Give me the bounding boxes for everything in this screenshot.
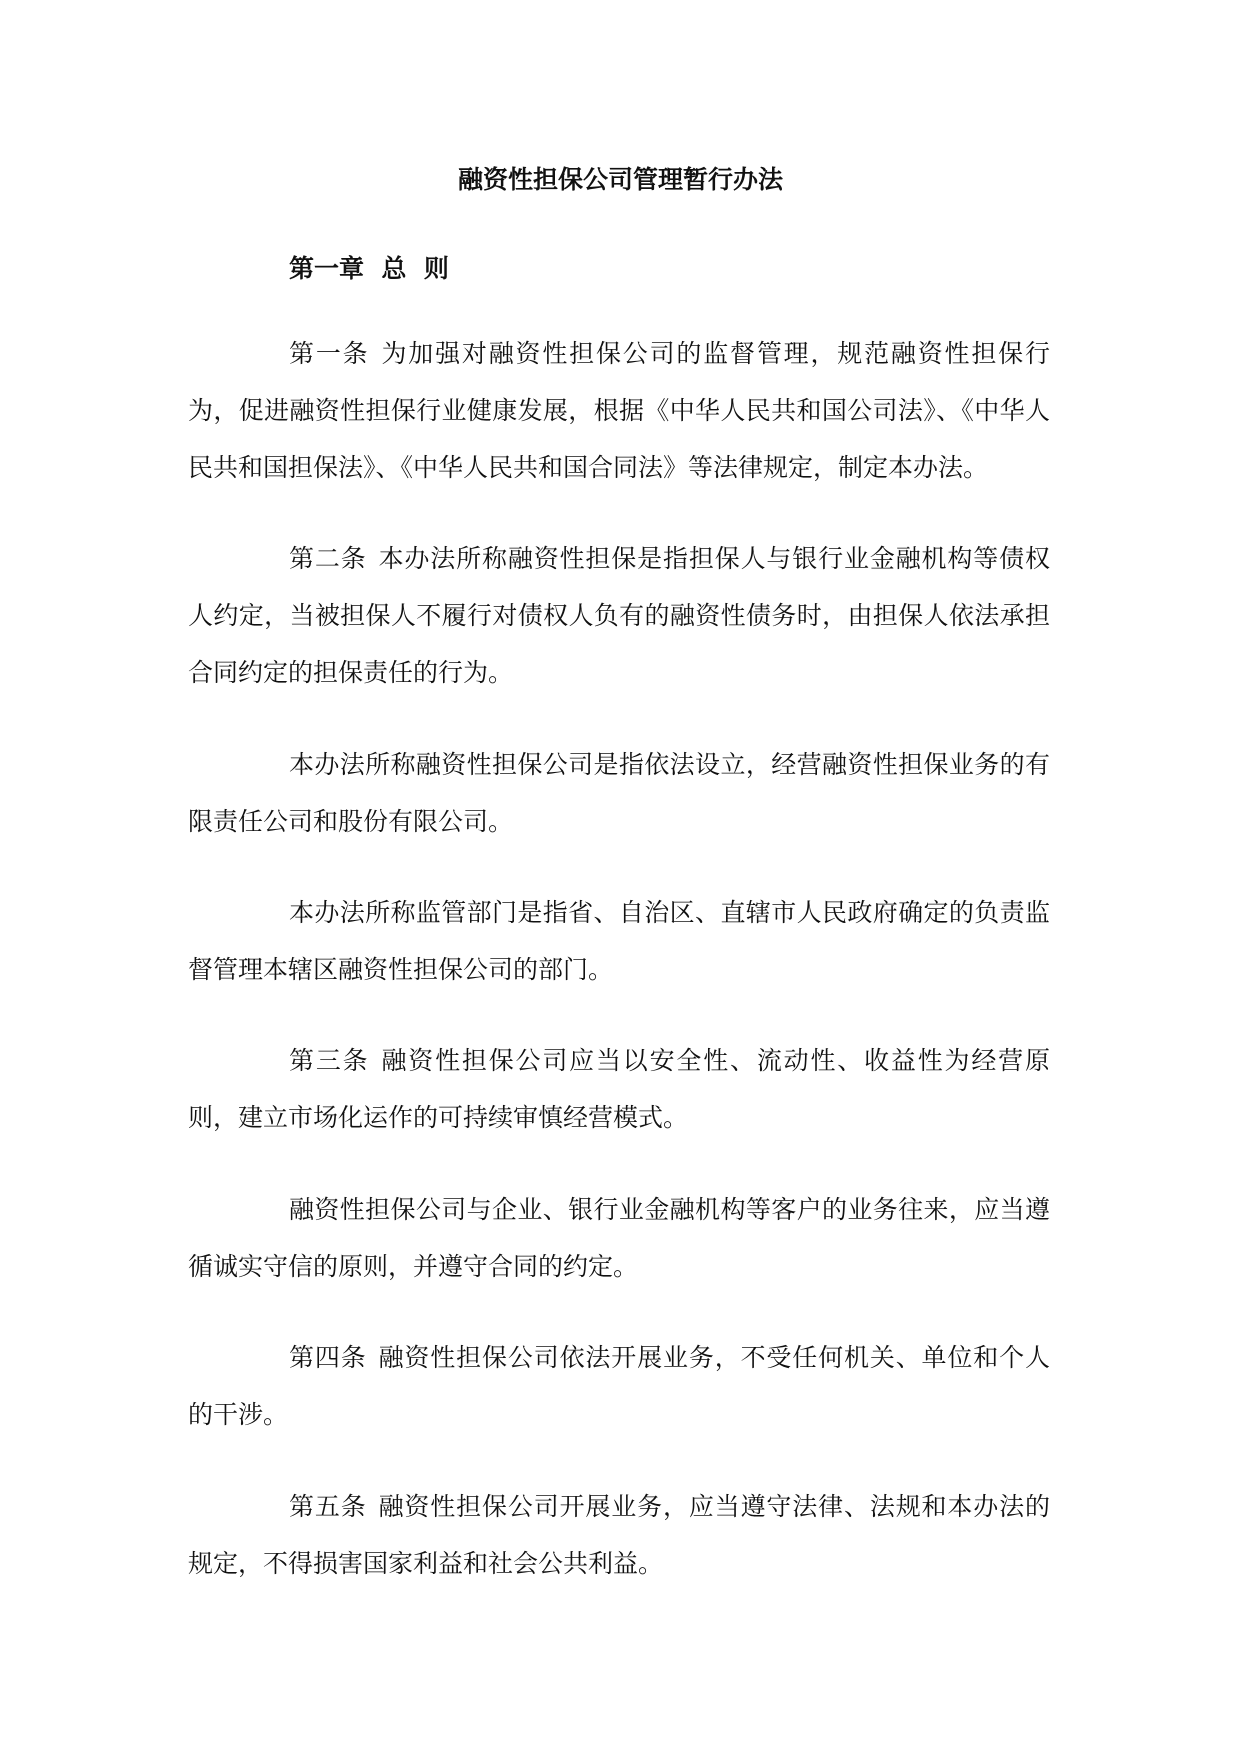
paragraph-text: 融资性担保公司依法开展业务，不受任何机关、单位和个人的干涉。: [188, 1343, 1050, 1429]
body-paragraph: [188, 736, 1050, 850]
paragraph-text: 融资性担保公司应当以安全性、流动性、收益性为经营原则，建立市场化运作的可持续审慎经营模式。: [188, 1046, 1050, 1132]
article-number: 第三条: [289, 1046, 370, 1075]
paragraph-text: 本办法所称监管部门是指省、自治区、直辖市人民政府确定的负责监督管理本辖区融资性担保公司的部门。: [188, 898, 1050, 984]
paragraph-text: 本办法所称融资性担保公司是指依法设立，经营融资性担保业务的有限责任公司和股份有限公司。: [188, 750, 1050, 836]
body-paragraph: [188, 884, 1050, 998]
article-paragraph: [188, 1478, 1050, 1592]
paragraph-text: 融资性担保公司与企业、银行业金融机构等客户的业务往来，应当遵循诚实守信的原则，并遵守合同的约定。: [188, 1195, 1050, 1281]
article-paragraph: [188, 1329, 1050, 1443]
body-paragraph: [188, 1181, 1050, 1295]
article-paragraph: [188, 530, 1050, 701]
paragraph-text: 为加强对融资性担保公司的监督管理，规范融资性担保行为，促进融资性担保行业健康发展，根据《中华人民共和国公司法》、《中华人民共和国担保法》、《中华人民共和国合同法》等法律规定，制定本办法。: [188, 339, 1050, 482]
article-number: 第一条: [289, 339, 370, 368]
paragraph-text: 融资性担保公司开展业务，应当遵守法律、法规和本办法的规定，不得损害国家利益和社会公共利益。: [188, 1492, 1050, 1578]
chapter-heading: 第一章 总 则: [289, 254, 449, 283]
article-number: 第五条: [289, 1492, 367, 1521]
article-paragraph: [188, 325, 1050, 496]
article-number: 第二条: [289, 544, 367, 573]
article-number: 第四条: [289, 1343, 367, 1372]
paragraph-text: 本办法所称融资性担保是指担保人与银行业金融机构等债权人约定，当被担保人不履行对债权人负有的融资性债务时，由担保人依法承担合同约定的担保责任的行为。: [188, 544, 1050, 687]
document-title: 融资性担保公司管理暂行办法: [457, 165, 783, 194]
article-paragraph: [188, 1032, 1050, 1146]
